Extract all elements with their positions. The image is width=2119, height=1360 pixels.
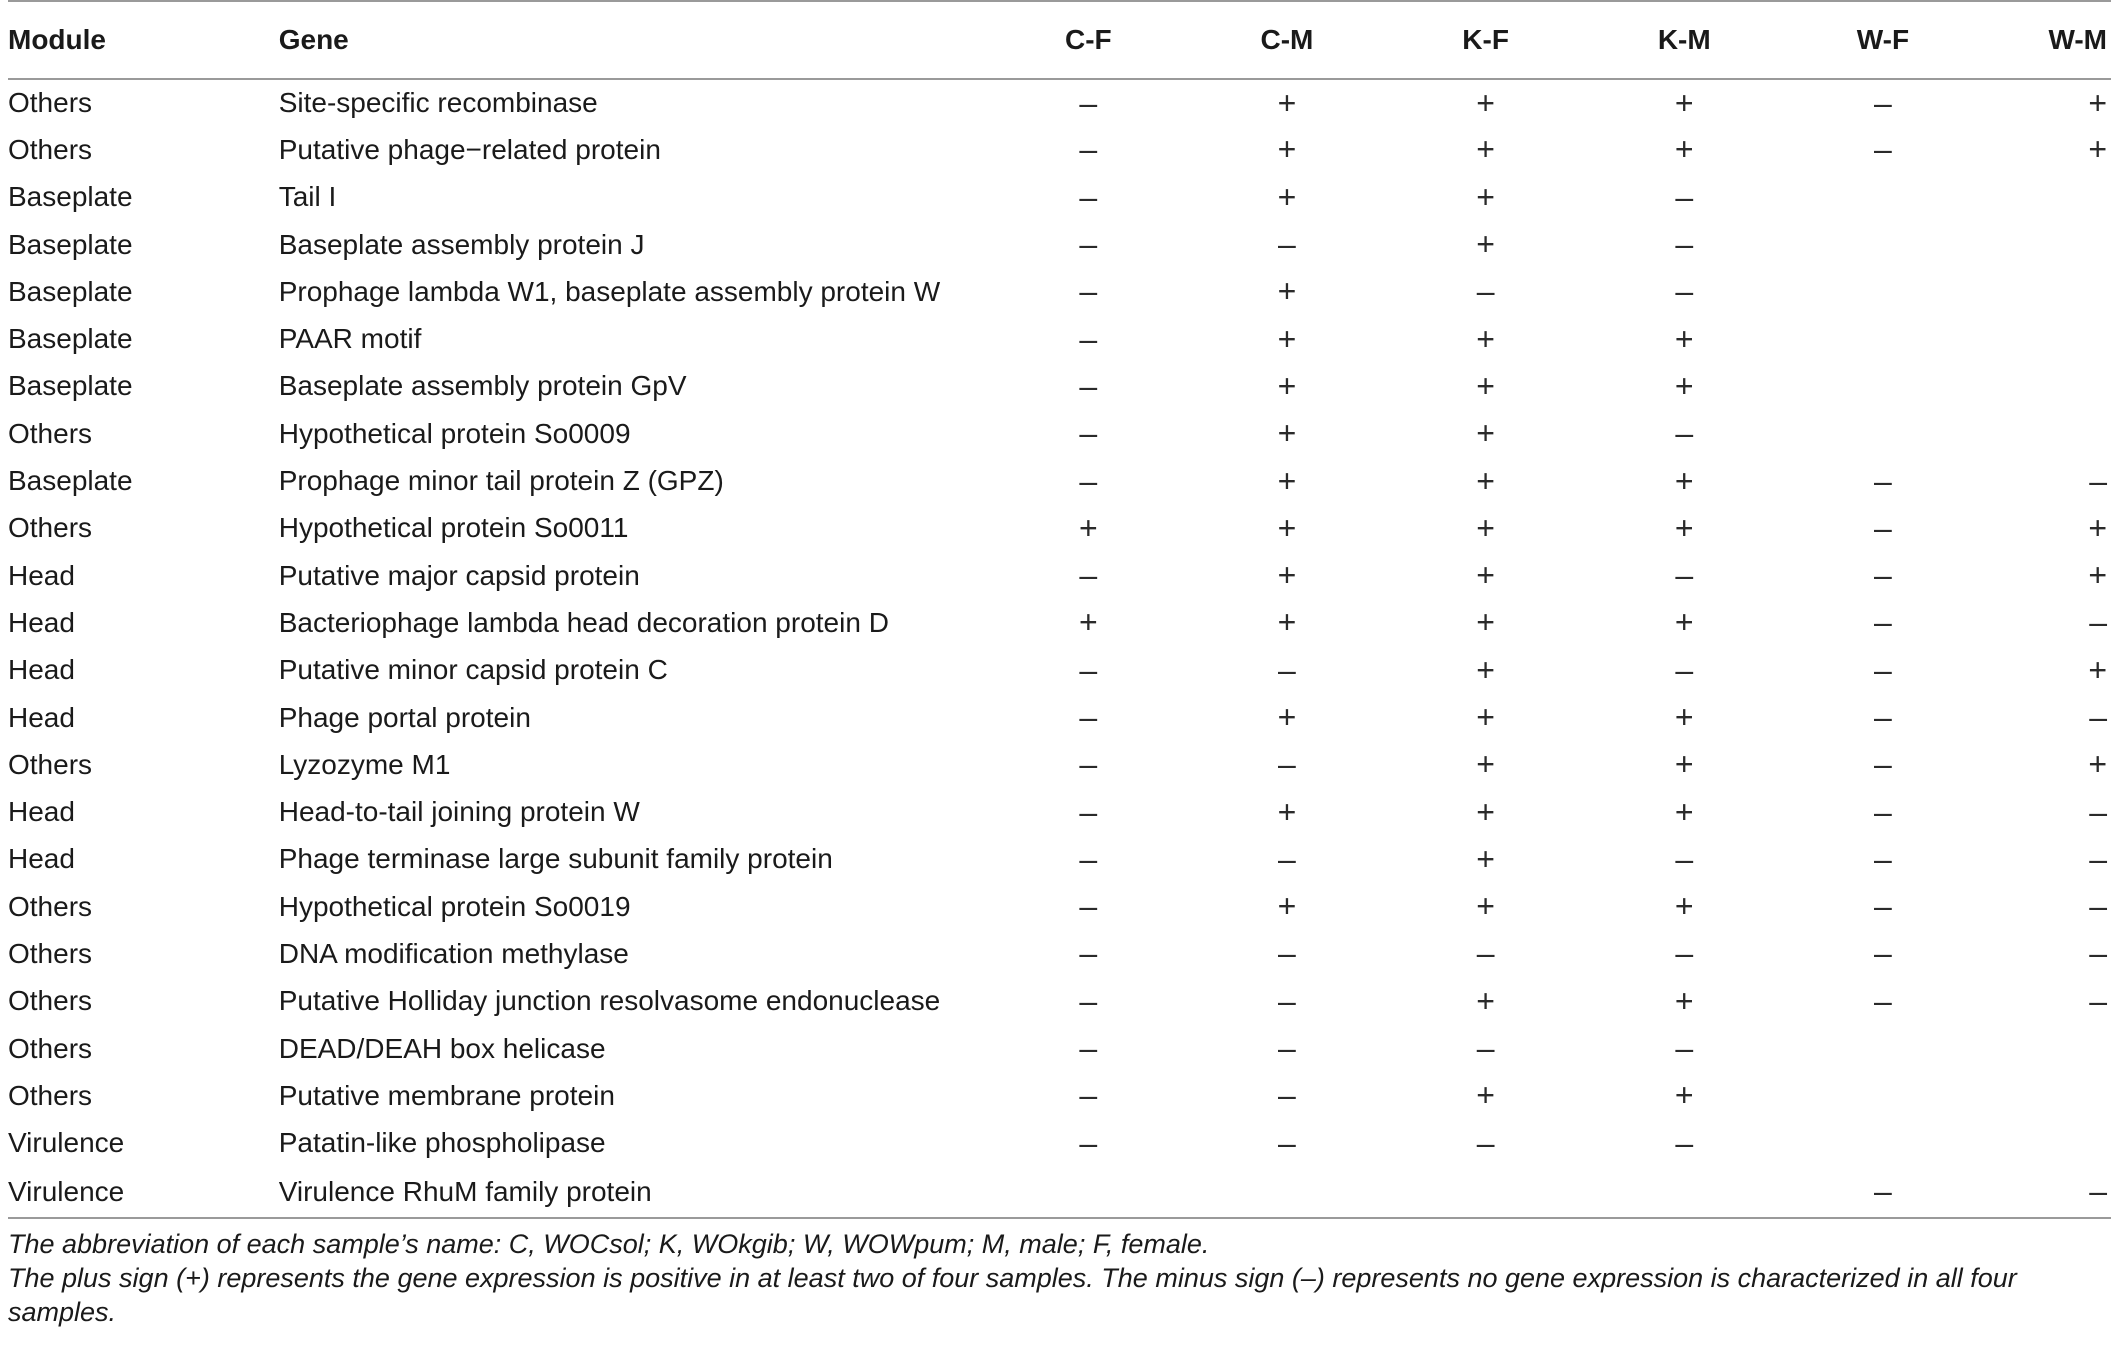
table-body bbox=[8, 79, 2111, 1218]
expression-cell-c-m: + bbox=[1277, 178, 1297, 215]
expression-cell-k-m: – bbox=[1675, 226, 1694, 263]
expression-cell-w-f: – bbox=[1874, 509, 1892, 546]
expression-cell-k-m: + bbox=[1674, 1077, 1694, 1114]
table-row bbox=[8, 930, 2111, 977]
gene-cell: Putative minor capsid protein C bbox=[278, 654, 668, 686]
expression-cell-w-m: + bbox=[2088, 557, 2107, 594]
module-cell: Baseplate bbox=[8, 228, 133, 260]
expression-cell-w-f: – bbox=[1874, 651, 1892, 688]
module-cell: Others bbox=[8, 417, 93, 449]
expression-cell-k-m: – bbox=[1675, 557, 1694, 594]
expression-cell-w-f bbox=[1784, 174, 1983, 221]
expression-cell-c-m: + bbox=[1277, 84, 1297, 121]
expression-cell-w-f: – bbox=[1874, 840, 1892, 877]
expression-cell-w-m: + bbox=[2088, 84, 2107, 121]
expression-cell-c-f: – bbox=[1079, 651, 1098, 688]
column-header-k-f: K-F bbox=[1386, 1, 1585, 79]
expression-cell-c-f: – bbox=[1079, 793, 1098, 830]
gene-cell: Putative Holliday junction resolvasome endonuclease bbox=[278, 985, 941, 1017]
expression-cell-w-m bbox=[1982, 268, 2111, 315]
expression-cell-w-m: – bbox=[2089, 888, 2107, 925]
expression-cell-k-f: + bbox=[1476, 1077, 1495, 1114]
gene-cell: Site-specific recombinase bbox=[278, 87, 598, 119]
expression-cell-c-f: – bbox=[1079, 273, 1098, 310]
module-cell: Others bbox=[8, 1079, 93, 1111]
gene-cell: Prophage minor tail protein Z (GPZ) bbox=[278, 465, 724, 497]
table-row bbox=[8, 1167, 2111, 1218]
expression-cell-k-f: + bbox=[1476, 320, 1495, 357]
expression-cell-w-m: – bbox=[2089, 982, 2107, 1019]
expression-cell-c-m: + bbox=[1277, 604, 1297, 641]
gene-cell: Phage portal protein bbox=[278, 701, 531, 733]
expression-cell-w-m bbox=[1982, 410, 2111, 457]
column-header-k-m: K-M bbox=[1585, 1, 1784, 79]
expression-cell-c-m: – bbox=[1278, 982, 1296, 1019]
expression-cell-k-m: + bbox=[1674, 604, 1694, 641]
expression-cell-w-f bbox=[1784, 410, 1983, 457]
expression-cell-c-f: – bbox=[1079, 226, 1098, 263]
expression-cell-c-f: – bbox=[1079, 746, 1098, 783]
table-row bbox=[8, 126, 2111, 173]
expression-cell-c-f: – bbox=[1079, 982, 1098, 1019]
gene-cell: DEAD/DEAH box helicase bbox=[278, 1032, 606, 1064]
expression-cell-w-f bbox=[1784, 1025, 1983, 1072]
expression-cell-k-f: + bbox=[1476, 509, 1495, 546]
expression-cell-k-m: + bbox=[1674, 320, 1694, 357]
expression-cell-k-m: + bbox=[1674, 793, 1694, 830]
table-row bbox=[8, 268, 2111, 315]
expression-cell-k-f: + bbox=[1476, 84, 1495, 121]
footnote-sign-legend: The plus sign (+) represents the gene expression is positive in at least two of four samples. The minus sign (–) represents no gene expression is characterized in all four samples. bbox=[8, 1262, 2017, 1327]
module-cell: Others bbox=[8, 133, 93, 165]
expression-cell-k-f: – bbox=[1476, 1030, 1495, 1067]
expression-cell-c-f: – bbox=[1079, 840, 1098, 877]
expression-cell-k-m: + bbox=[1674, 888, 1694, 925]
table-header-row bbox=[8, 1, 2111, 79]
expression-cell-w-m: + bbox=[2088, 746, 2107, 783]
table-row bbox=[8, 221, 2111, 268]
expression-cell-k-f: + bbox=[1476, 746, 1495, 783]
expression-cell-c-f: – bbox=[1079, 1030, 1098, 1067]
expression-cell-k-f: + bbox=[1476, 462, 1495, 499]
expression-cell-w-f bbox=[1784, 1120, 1983, 1167]
expression-cell-w-m: – bbox=[2089, 935, 2107, 972]
module-cell: Others bbox=[8, 512, 93, 544]
expression-cell-w-f: – bbox=[1874, 604, 1892, 641]
expression-cell-c-m: + bbox=[1277, 509, 1297, 546]
module-cell: Head bbox=[8, 843, 75, 875]
gene-cell: Virulence RhuM family protein bbox=[279, 1167, 989, 1218]
table-row bbox=[8, 1072, 2111, 1119]
expression-cell-c-f: + bbox=[1078, 509, 1098, 546]
expression-cell-k-f: + bbox=[1476, 840, 1495, 877]
module-cell: Head bbox=[8, 559, 75, 591]
table-row bbox=[8, 457, 2111, 504]
expression-cell-k-m: + bbox=[1674, 131, 1694, 168]
expression-cell-c-f: – bbox=[1079, 415, 1098, 452]
column-header-c-f: C-F bbox=[989, 1, 1188, 79]
table-row bbox=[8, 363, 2111, 410]
module-cell: Baseplate bbox=[8, 181, 133, 213]
expression-cell-k-f bbox=[1386, 1167, 1585, 1218]
expression-cell-k-m: + bbox=[1674, 699, 1694, 735]
expression-cell-k-m: + bbox=[1674, 509, 1694, 546]
expression-cell-c-m: – bbox=[1278, 1077, 1296, 1114]
expression-cell-w-f: – bbox=[1874, 131, 1892, 168]
expression-cell-k-m: – bbox=[1675, 651, 1694, 688]
expression-cell-k-f: – bbox=[1476, 935, 1495, 972]
expression-cell-c-f: – bbox=[1079, 557, 1098, 594]
gene-cell: Hypothetical protein So0019 bbox=[278, 890, 631, 922]
expression-cell-c-f: – bbox=[1079, 320, 1098, 357]
expression-cell-w-m: – bbox=[2089, 699, 2107, 735]
expression-cell-k-f: + bbox=[1476, 888, 1495, 925]
module-cell: Virulence bbox=[8, 1167, 279, 1218]
expression-cell-k-m: – bbox=[1675, 415, 1694, 452]
expression-cell-c-f: – bbox=[1079, 1077, 1098, 1114]
expression-cell-w-m bbox=[1982, 221, 2111, 268]
expression-cell-w-f: – bbox=[1874, 793, 1892, 830]
gene-cell: Baseplate assembly protein J bbox=[278, 228, 645, 260]
expression-cell-w-m: + bbox=[2088, 509, 2107, 546]
gene-cell: PAAR motif bbox=[278, 323, 422, 355]
expression-cell-c-m: + bbox=[1277, 793, 1297, 830]
module-cell: Others bbox=[8, 890, 93, 922]
expression-cell-k-f: + bbox=[1476, 178, 1495, 215]
expression-cell-w-f: – bbox=[1874, 746, 1892, 783]
expression-cell-k-m: + bbox=[1674, 982, 1694, 1019]
module-cell: Others bbox=[8, 748, 93, 780]
gene-cell: Baseplate assembly protein GpV bbox=[278, 370, 687, 402]
expression-cell-k-f: – bbox=[1476, 273, 1495, 310]
expression-cell-c-f bbox=[989, 1167, 1188, 1218]
table-row bbox=[8, 552, 2111, 599]
table-row bbox=[8, 599, 2111, 646]
expression-cell-c-m: – bbox=[1278, 1124, 1296, 1161]
expression-cell-k-m: – bbox=[1675, 178, 1694, 215]
gene-expression-table bbox=[8, 0, 2111, 1219]
expression-cell-c-f: – bbox=[1079, 1124, 1098, 1161]
expression-cell-c-f: – bbox=[1079, 131, 1098, 168]
expression-cell-k-f: + bbox=[1476, 415, 1495, 452]
expression-cell-c-m: + bbox=[1277, 699, 1297, 735]
expression-cell-k-f: + bbox=[1476, 604, 1495, 641]
expression-cell-k-f: + bbox=[1476, 131, 1495, 168]
table-row bbox=[8, 741, 2111, 788]
table-row bbox=[8, 79, 2111, 126]
expression-cell-c-m: + bbox=[1277, 367, 1297, 404]
expression-cell-c-f: – bbox=[1079, 935, 1098, 972]
expression-cell-c-m bbox=[1188, 1167, 1387, 1218]
expression-cell-k-m: + bbox=[1674, 84, 1694, 121]
expression-cell-c-f: + bbox=[1078, 604, 1098, 641]
table-row bbox=[8, 315, 2111, 362]
expression-cell-w-f: – bbox=[1784, 1167, 1983, 1218]
gene-cell: Prophage lambda W1, baseplate assembly protein W bbox=[278, 275, 941, 307]
expression-cell-c-f: – bbox=[1079, 178, 1098, 215]
module-cell: Baseplate bbox=[8, 465, 133, 497]
expression-cell-c-f: – bbox=[1079, 367, 1098, 404]
expression-cell-w-m bbox=[1982, 174, 2111, 221]
expression-cell-w-m bbox=[1982, 1072, 2111, 1119]
expression-cell-c-m: – bbox=[1278, 746, 1296, 783]
expression-cell-k-m: + bbox=[1674, 462, 1694, 499]
expression-cell-w-f: – bbox=[1874, 982, 1892, 1019]
table-row bbox=[8, 788, 2111, 835]
column-header-gene: Gene bbox=[279, 1, 989, 79]
expression-cell-w-f bbox=[1784, 221, 1983, 268]
column-header-w-f: W-F bbox=[1784, 1, 1983, 79]
footnote-abbreviations: The abbreviation of each sample’s name: C, WOCsol; K, WOkgib; W, WOWpum; M, male; F, female. bbox=[8, 1228, 1210, 1259]
expression-cell-w-m: – bbox=[2089, 793, 2107, 830]
expression-cell-w-m: – bbox=[2089, 462, 2107, 499]
gene-cell: DNA modification methylase bbox=[278, 937, 629, 969]
gene-cell: Hypothetical protein So0011 bbox=[278, 512, 629, 544]
expression-cell-k-m: – bbox=[1675, 1030, 1694, 1067]
expression-cell-k-f: + bbox=[1476, 226, 1495, 263]
expression-cell-k-m: – bbox=[1675, 1124, 1694, 1161]
expression-cell-k-f: + bbox=[1476, 982, 1495, 1019]
table-row bbox=[8, 883, 2111, 930]
expression-cell-k-m bbox=[1585, 1167, 1784, 1218]
expression-cell-k-m: + bbox=[1674, 367, 1694, 404]
expression-cell-w-m: – bbox=[2089, 604, 2107, 641]
module-cell: Others bbox=[8, 87, 93, 119]
expression-cell-w-f: – bbox=[1874, 84, 1892, 121]
gene-cell: Bacteriophage lambda head decoration protein D bbox=[278, 606, 889, 638]
expression-cell-w-f bbox=[1784, 268, 1983, 315]
expression-cell-w-f: – bbox=[1874, 935, 1892, 972]
expression-cell-c-m: – bbox=[1278, 840, 1296, 877]
expression-cell-c-m: + bbox=[1277, 415, 1297, 452]
expression-cell-k-m: – bbox=[1675, 935, 1694, 972]
gene-cell: Lyzozyme M1 bbox=[278, 748, 451, 780]
expression-cell-k-m: – bbox=[1675, 273, 1694, 310]
gene-cell: Head-to-tail joining protein W bbox=[278, 796, 640, 828]
expression-cell-w-f: – bbox=[1874, 557, 1892, 594]
gene-cell: Putative major capsid protein bbox=[278, 559, 640, 591]
expression-cell-k-m: – bbox=[1675, 840, 1694, 877]
expression-cell-w-m bbox=[1982, 363, 2111, 410]
module-cell: Virulence bbox=[8, 1127, 125, 1159]
table-row bbox=[8, 410, 2111, 457]
expression-cell-c-m: + bbox=[1277, 462, 1297, 499]
expression-cell-c-m: – bbox=[1278, 1030, 1296, 1067]
expression-cell-k-f: – bbox=[1476, 1124, 1495, 1161]
expression-cell-c-f: – bbox=[1079, 699, 1098, 735]
gene-cell: Putative phage−related protein bbox=[278, 133, 661, 165]
expression-cell-c-m: – bbox=[1278, 935, 1296, 972]
expression-cell-k-f: + bbox=[1476, 699, 1495, 735]
table-row bbox=[8, 505, 2111, 552]
expression-cell-w-f: – bbox=[1874, 888, 1892, 925]
expression-cell-k-f: + bbox=[1476, 793, 1495, 830]
expression-cell-w-m: + bbox=[2088, 651, 2107, 688]
table-row bbox=[8, 836, 2111, 883]
column-header-module: Module bbox=[8, 1, 279, 79]
expression-cell-c-m: + bbox=[1277, 273, 1297, 310]
table-row bbox=[8, 694, 2111, 741]
module-cell: Head bbox=[8, 701, 75, 733]
table-row bbox=[8, 1025, 2111, 1072]
expression-cell-c-m: + bbox=[1277, 888, 1297, 925]
gene-cell: Patatin-like phospholipase bbox=[278, 1127, 606, 1159]
expression-cell-k-f: + bbox=[1476, 557, 1495, 594]
module-cell: Baseplate bbox=[8, 370, 133, 402]
expression-cell-w-f bbox=[1784, 315, 1983, 362]
expression-cell-w-f: – bbox=[1874, 462, 1892, 499]
expression-cell-c-m: + bbox=[1277, 320, 1297, 357]
module-cell: Head bbox=[8, 654, 75, 686]
column-header-w-m: W-M bbox=[1982, 1, 2111, 79]
gene-cell: Putative membrane protein bbox=[278, 1079, 615, 1111]
expression-cell-w-m: – bbox=[1982, 1167, 2111, 1218]
table-footnotes bbox=[8, 1227, 2111, 1329]
expression-cell-k-f: + bbox=[1476, 367, 1495, 404]
expression-cell-c-m: – bbox=[1278, 226, 1296, 263]
gene-cell: Tail I bbox=[278, 181, 337, 213]
table-row bbox=[8, 1120, 2111, 1167]
expression-cell-w-f bbox=[1784, 363, 1983, 410]
expression-cell-w-m: – bbox=[2089, 840, 2107, 877]
module-cell: Baseplate bbox=[8, 323, 133, 355]
expression-cell-w-m bbox=[1982, 1120, 2111, 1167]
module-cell: Head bbox=[8, 606, 75, 638]
expression-cell-c-m: – bbox=[1278, 651, 1296, 688]
expression-cell-c-f: – bbox=[1079, 84, 1098, 121]
expression-cell-k-f: + bbox=[1476, 651, 1495, 688]
module-cell: Others bbox=[8, 937, 93, 969]
module-cell: Others bbox=[8, 985, 93, 1017]
expression-cell-w-f bbox=[1784, 1072, 1983, 1119]
expression-cell-c-f: – bbox=[1079, 462, 1098, 499]
expression-cell-w-m: + bbox=[2088, 131, 2107, 168]
column-header-c-m: C-M bbox=[1188, 1, 1387, 79]
expression-cell-k-m: + bbox=[1674, 746, 1694, 783]
expression-cell-c-m: + bbox=[1277, 557, 1297, 594]
expression-cell-w-m bbox=[1982, 315, 2111, 362]
table-row bbox=[8, 978, 2111, 1025]
module-cell: Head bbox=[8, 796, 75, 828]
gene-cell: Hypothetical protein So0009 bbox=[278, 417, 631, 449]
module-cell: Baseplate bbox=[8, 275, 133, 307]
expression-cell-c-f: – bbox=[1079, 888, 1098, 925]
gene-cell: Phage terminase large subunit family protein bbox=[278, 843, 833, 875]
module-cell: Others bbox=[8, 1032, 93, 1064]
expression-cell-c-m: + bbox=[1277, 131, 1297, 168]
expression-cell-w-f: – bbox=[1874, 699, 1892, 735]
expression-cell-w-m bbox=[1982, 1025, 2111, 1072]
table-row bbox=[8, 647, 2111, 694]
table-row bbox=[8, 174, 2111, 221]
